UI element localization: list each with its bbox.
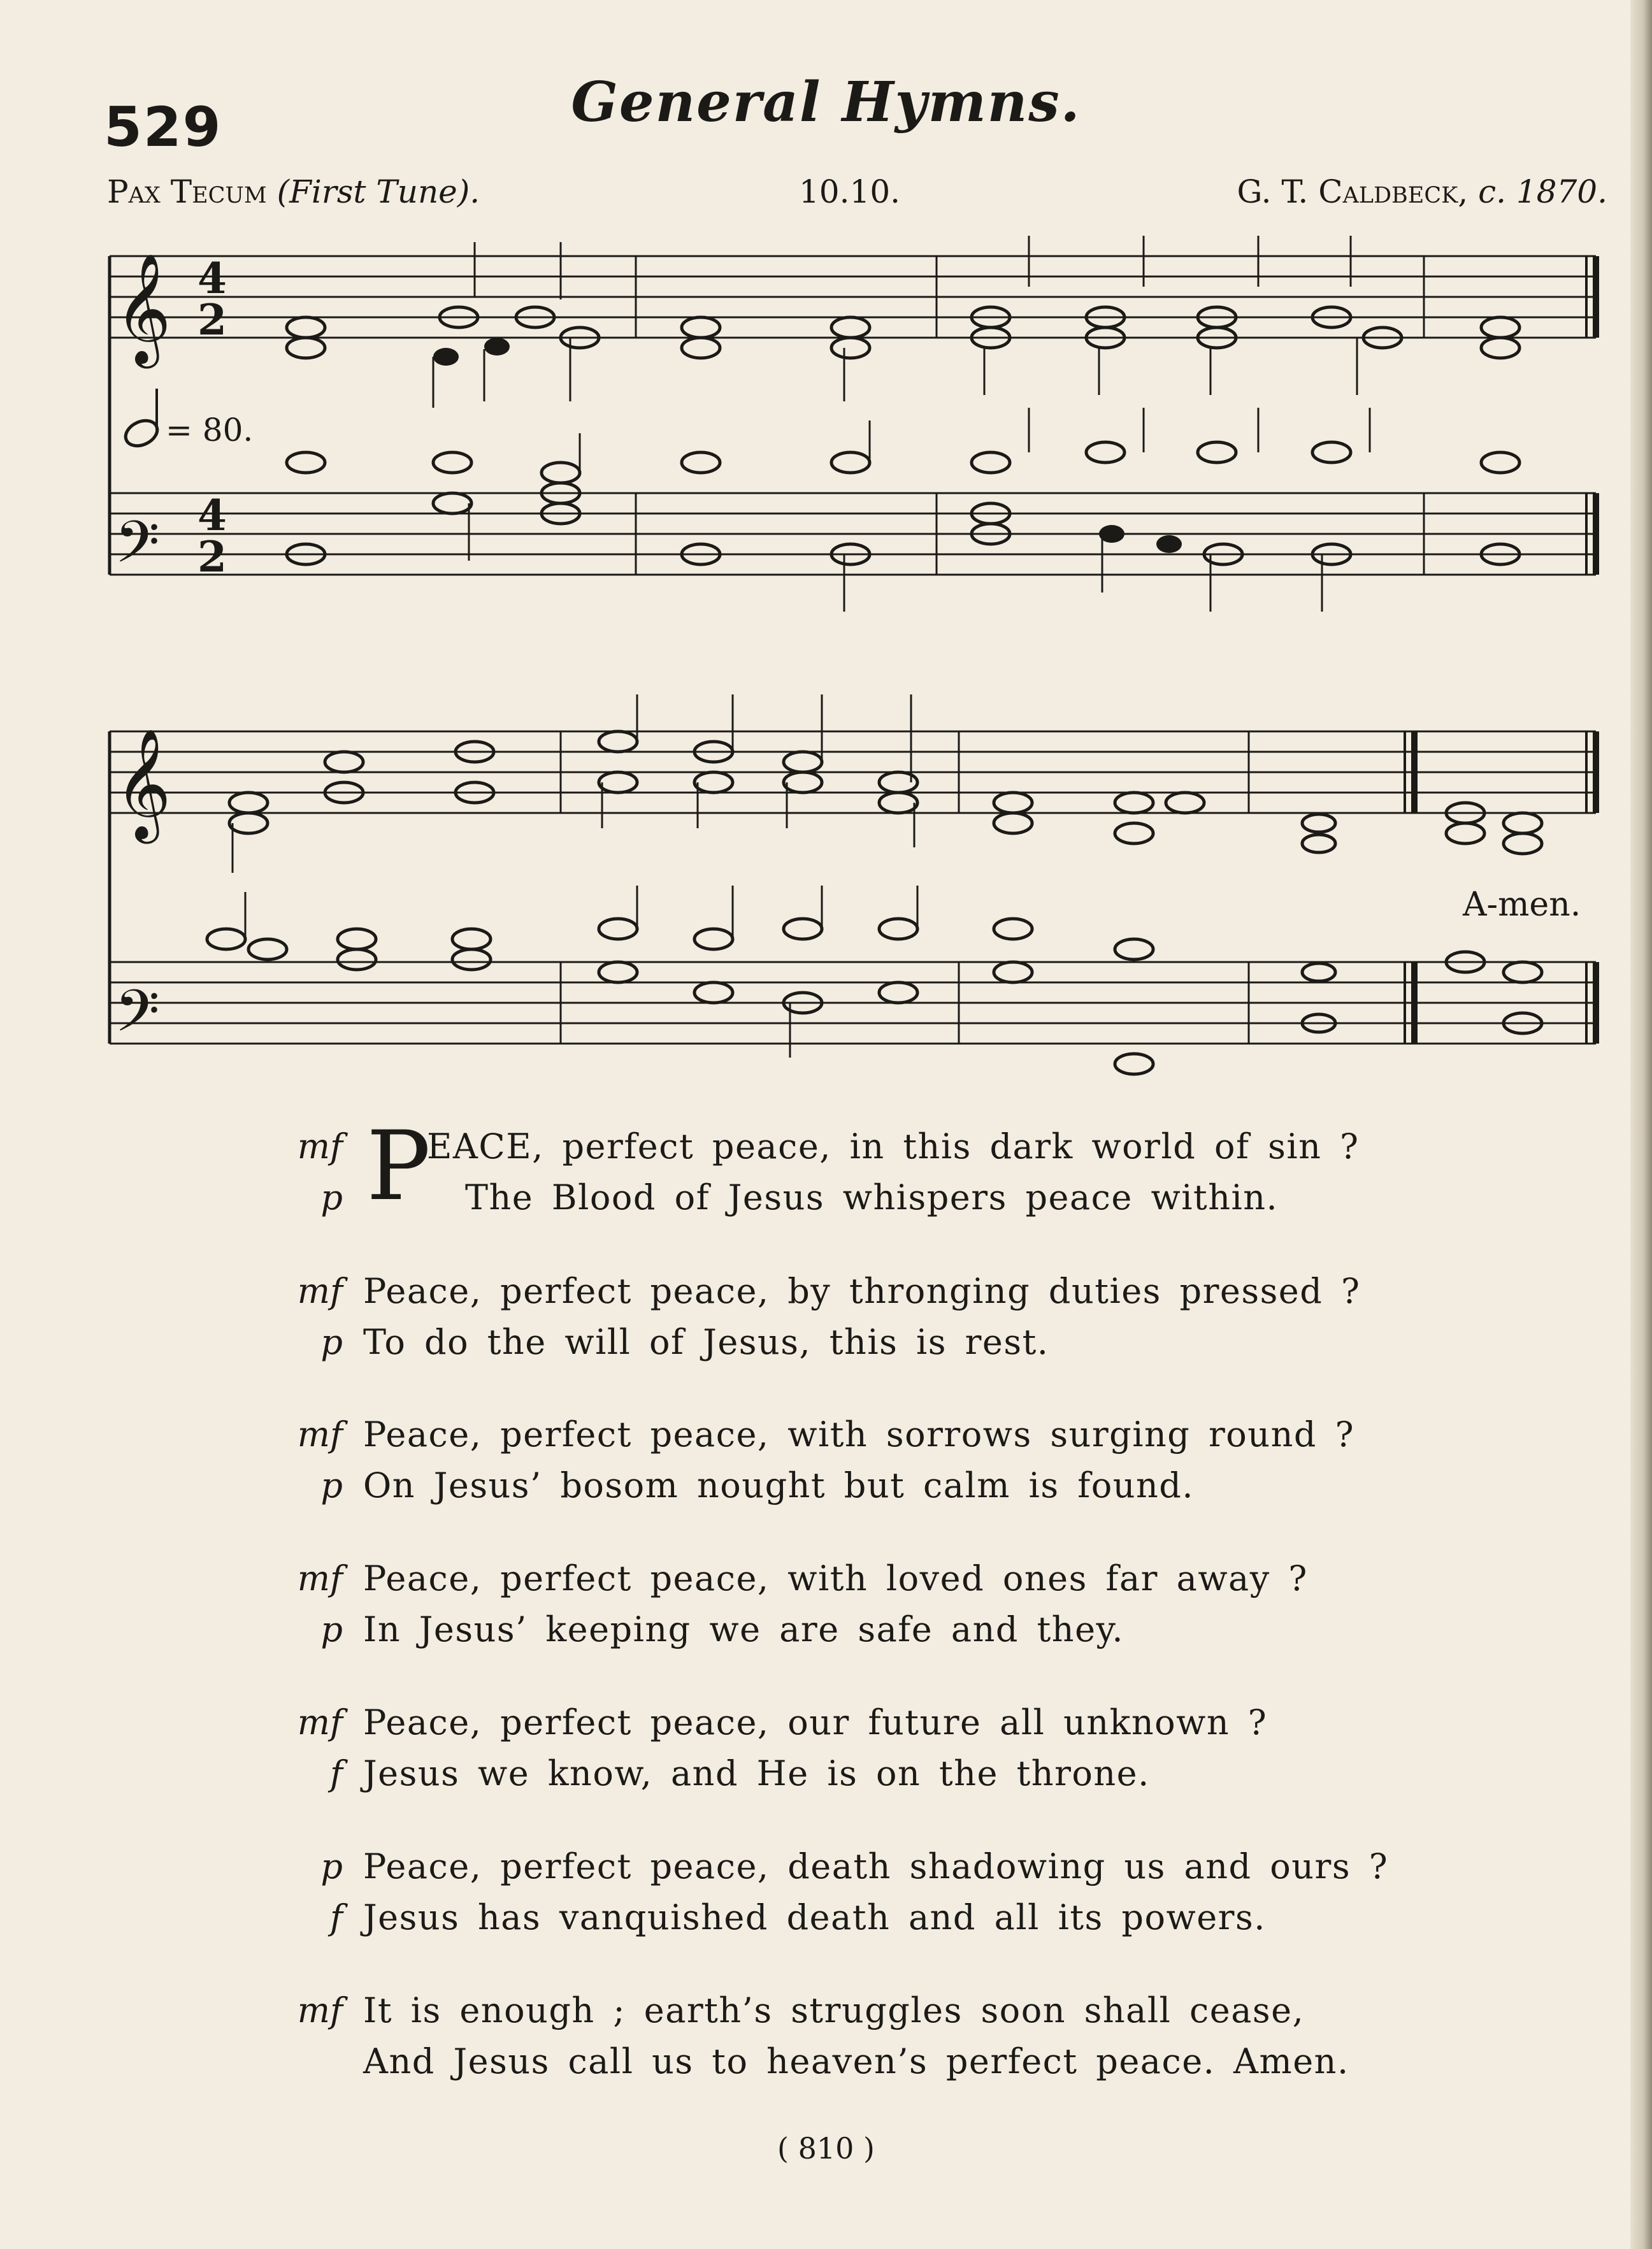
treble-notes-1 (287, 307, 1519, 358)
page-number-footer: ( 810 ) (777, 2131, 875, 2166)
bass-notes-1 (287, 442, 1519, 564)
verse-text: The Blood of Jesus whispers peace within. (465, 1177, 1279, 1218)
bass-staff-2 (110, 962, 1596, 1044)
verse-text: Jesus we know, and He is on the throne. (363, 1753, 1150, 1793)
tune-name: Pax Tecum (107, 173, 267, 210)
music-score (0, 0, 1652, 1096)
bass-clef-icon: 𝄢 (115, 508, 160, 590)
half-note-tempo-icon (122, 416, 161, 451)
bass-notes-2 (207, 919, 1542, 1074)
treble-clef-icon-2: 𝄞 (115, 728, 171, 839)
dynamic-marking: p (320, 1609, 343, 1649)
treble-staff-1 (110, 256, 1596, 338)
verse-initial-dropcap: P (366, 1111, 431, 1222)
section-title: General Hymns. (571, 70, 1081, 134)
verse-text: On Jesus’ bosom nought but calm is found. (363, 1465, 1195, 1505)
dynamic-marking: mf (297, 1558, 343, 1599)
time-sig-bottom-bass: 2 (198, 532, 227, 582)
verse-text: Peace, perfect peace, by thronging duties pressed ? (363, 1271, 1361, 1311)
verse-text: It is enough ; earth’s struggles soon shall cease, (363, 1990, 1305, 2030)
dynamic-marking: p (320, 1465, 343, 1505)
amen-label: A-men. (1463, 886, 1581, 924)
verse-text: Peace, perfect peace, with sorrows surging round ? (363, 1414, 1355, 1455)
bass-staff-1 (110, 493, 1596, 575)
bass-clef-icon-2: 𝄢 (115, 977, 160, 1059)
treble-filled-notes-1 (433, 338, 510, 366)
tune-note: (First Tune). (277, 173, 480, 210)
bass-stems-2 (245, 886, 917, 1058)
dynamic-marking: p (320, 1322, 343, 1362)
tune-meter: 10.10. (799, 173, 901, 210)
time-sig-top-treble: 4 (198, 254, 227, 303)
verse-text: EACE, perfect peace, in this dark world of sin ? (427, 1126, 1360, 1167)
tempo-marking: = 80. (166, 412, 254, 449)
verse-text: And Jesus call us to heaven’s perfect peace. Amen. (363, 2041, 1349, 2081)
composer-name: G. T. Caldbeck, (1237, 173, 1469, 210)
dynamic-marking: mf (297, 1414, 343, 1455)
verse-text: To do the will of Jesus, this is rest. (363, 1322, 1049, 1362)
verse-text: Jesus has vanquished death and all its powers. (363, 1897, 1266, 1937)
system-2 (110, 731, 1596, 1044)
dynamic-marking: f (330, 1753, 343, 1793)
dynamic-marking: mf (297, 1126, 343, 1167)
hymn-number: 529 (104, 96, 222, 159)
dynamic-marking: p (320, 1177, 343, 1218)
verse-text: In Jesus’ keeping we are safe and they. (363, 1609, 1124, 1649)
dynamic-marking: mf (297, 1702, 343, 1742)
bass-filled-notes-1 (1099, 525, 1182, 553)
dynamic-marking: p (320, 1846, 343, 1886)
dynamic-marking: mf (297, 1990, 343, 2030)
dynamic-marking: mf (297, 1271, 343, 1311)
verse-text: Peace, perfect peace, death shadowing us and ours ? (363, 1846, 1389, 1886)
time-sig-bottom-treble: 2 (198, 295, 227, 345)
time-sig-top-bass: 4 (198, 491, 227, 540)
verse-text: Peace, perfect peace, our future all unknown ? (363, 1702, 1268, 1742)
system-1 (110, 256, 1596, 575)
verse-text: Peace, perfect peace, with loved ones far away ? (363, 1558, 1308, 1599)
treble-clef-icon: 𝄞 (115, 253, 171, 364)
treble-stems-1 (433, 236, 1357, 408)
bass-stems-1 (469, 408, 1370, 612)
composer-date: c. 1870. (1478, 173, 1607, 210)
dynamic-marking: f (330, 1897, 343, 1937)
